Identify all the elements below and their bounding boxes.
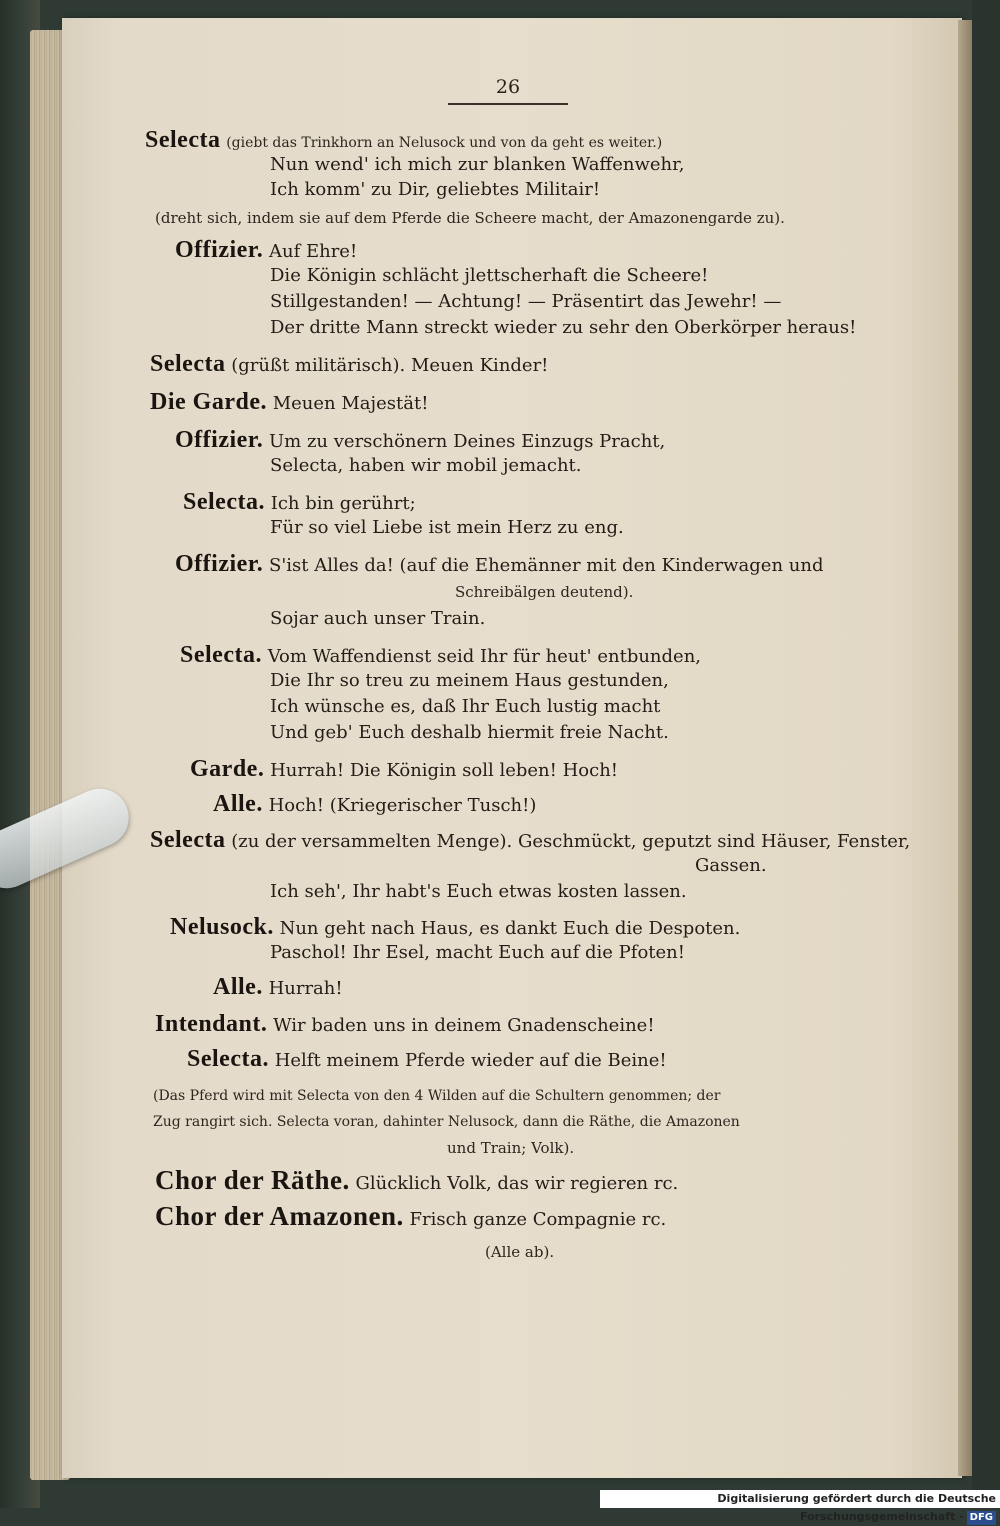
dialogue-text: Frisch ganze Compagnie rc. xyxy=(409,1209,667,1230)
script-line: Stillgestanden! — Achtung! — Präsentirt das Jewehr! — xyxy=(270,291,782,312)
script-line: Ich seh', Ihr habt's Euch etwas kosten lassen. xyxy=(270,881,687,902)
speaker-name: Die Garde. xyxy=(150,389,267,415)
stage-direction: Zug rangirt sich. Selecta voran, dahinter Nelusock, dann die Räthe, die Amazonen xyxy=(153,1114,740,1130)
background-right xyxy=(972,0,1000,1508)
dialogue-text: Auf Ehre! xyxy=(268,241,358,262)
speaker-name: Selecta xyxy=(145,127,221,153)
speaker-name: Selecta xyxy=(150,351,226,377)
speaker-name: Offizier. xyxy=(175,551,264,577)
dialogue-text: S'ist Alles da! (auf die Ehemänner mit den Kinderwagen und xyxy=(268,555,824,576)
speaker-name: Selecta. xyxy=(187,1046,269,1072)
page-number-rule xyxy=(448,103,568,105)
dialogue-text: Glücklich Volk, das wir regieren rc. xyxy=(355,1173,679,1194)
dialogue-text: Hoch! (Kriegerischer Tusch!) xyxy=(268,795,537,816)
speaker-name: Selecta. xyxy=(180,642,262,668)
script-line xyxy=(150,390,428,416)
dialogue-text: Wir baden uns in deinem Gnadenscheine! xyxy=(273,1015,655,1036)
script-line: Für so viel Liebe ist mein Herz zu eng. xyxy=(270,517,624,538)
dialogue-text: Hurrah! xyxy=(268,978,343,999)
speaker-name: Intendant. xyxy=(155,1011,268,1037)
script-line: Nun wend' ich mich zur blanken Waffenwehr, xyxy=(270,154,685,175)
speaker-name: Selecta xyxy=(150,827,226,853)
speaker-name: Alle. xyxy=(213,974,263,1000)
script-line: Selecta, haben wir mobil jemacht. xyxy=(270,455,582,476)
stage-direction: und Train; Volk). xyxy=(447,1139,575,1157)
script-line: Die Königin schlächt jlettscherhaft die Scheere! xyxy=(270,265,709,286)
stage-direction: (Das Pferd wird mit Selecta von den 4 Wilden auf die Schultern genommen; der xyxy=(153,1088,721,1104)
script-line xyxy=(155,1201,667,1232)
speaker-name: Alle. xyxy=(213,791,263,817)
dialogue-text: Helft meinem Pferde wieder auf die Beine! xyxy=(274,1050,667,1071)
page-number: 26 xyxy=(495,76,521,98)
dialogue-text: Vom Waffendienst seid Ihr für heut' entbunden, xyxy=(267,646,702,667)
script-line: Die Ihr so treu zu meinem Haus gestunden, xyxy=(270,670,669,691)
page-edge-right xyxy=(958,20,972,1476)
speaker-name: Offizier. xyxy=(175,427,264,453)
speaker-name: Chor der Amazonen. xyxy=(155,1201,404,1231)
script-line: Und geb' Euch deshalb hiermit freie Nacht. xyxy=(270,722,669,743)
script-line: Der dritte Mann streckt wieder zu sehr den Oberkörper heraus! xyxy=(270,317,857,338)
dialogue-text: Nun geht nach Haus, es dankt Euch die Despoten. xyxy=(279,918,741,939)
script-line: Gassen. xyxy=(695,855,767,876)
script-line xyxy=(190,757,618,783)
dialogue-text: Meuen Majestät! xyxy=(272,393,429,414)
script-line: Ich komm' zu Dir, geliebtes Militair! xyxy=(270,179,601,200)
stage-direction: (Alle ab). xyxy=(485,1243,555,1261)
stage-direction: (dreht sich, indem sie auf dem Pferde die Scheere macht, der Amazonengarde zu). xyxy=(155,209,785,227)
dialogue-text: (grüßt militärisch). Meuen Kinder! xyxy=(231,355,549,376)
speaker-name: Garde. xyxy=(190,756,265,782)
credit-text: Digitalisierung gefördert durch die Deutsche Forschungsgemeinschaft - xyxy=(717,1492,996,1523)
script-line: Paschol! Ihr Esel, macht Euch auf die Pfoten! xyxy=(270,942,685,963)
dialogue-text: (zu der versammelten Menge). Geschmückt, geputzt sind Häuser, Fenster, xyxy=(231,831,911,852)
script-line xyxy=(150,828,910,854)
dialogue-text: Ich bin gerührt; xyxy=(270,493,416,514)
script-line xyxy=(183,490,416,516)
speaker-name: Offizier. xyxy=(175,237,264,263)
speaker-name: Selecta. xyxy=(183,489,265,515)
script-line xyxy=(180,643,701,669)
speaker-name: Chor der Räthe. xyxy=(155,1165,350,1195)
script-line xyxy=(150,352,548,378)
dialogue-text: Um zu verschönern Deines Einzugs Pracht, xyxy=(268,431,666,452)
dfg-logo: DFG xyxy=(967,1511,996,1525)
script-line xyxy=(175,428,665,454)
script-line: Ich wünsche es, daß Ihr Euch lustig macht xyxy=(270,696,661,717)
script-line: Sojar auch unser Train. xyxy=(270,608,486,629)
script-line xyxy=(155,1165,679,1196)
script-line xyxy=(213,792,536,818)
stage-direction: (giebt das Trinkhorn an Nelusock und von da geht es weiter.) xyxy=(226,135,663,151)
dialogue-text: Hurrah! Die Königin soll leben! Hoch! xyxy=(270,760,619,781)
script-line xyxy=(155,1012,655,1038)
speaker-name: Nelusock. xyxy=(170,914,274,940)
stage-direction: Schreibälgen deutend). xyxy=(455,583,634,601)
script-line xyxy=(145,128,662,155)
script-line xyxy=(187,1047,667,1073)
script-line xyxy=(175,238,357,264)
digitization-credit xyxy=(600,1490,1000,1523)
script-line xyxy=(213,975,343,1001)
script-line xyxy=(170,915,740,941)
script-line xyxy=(175,552,823,578)
